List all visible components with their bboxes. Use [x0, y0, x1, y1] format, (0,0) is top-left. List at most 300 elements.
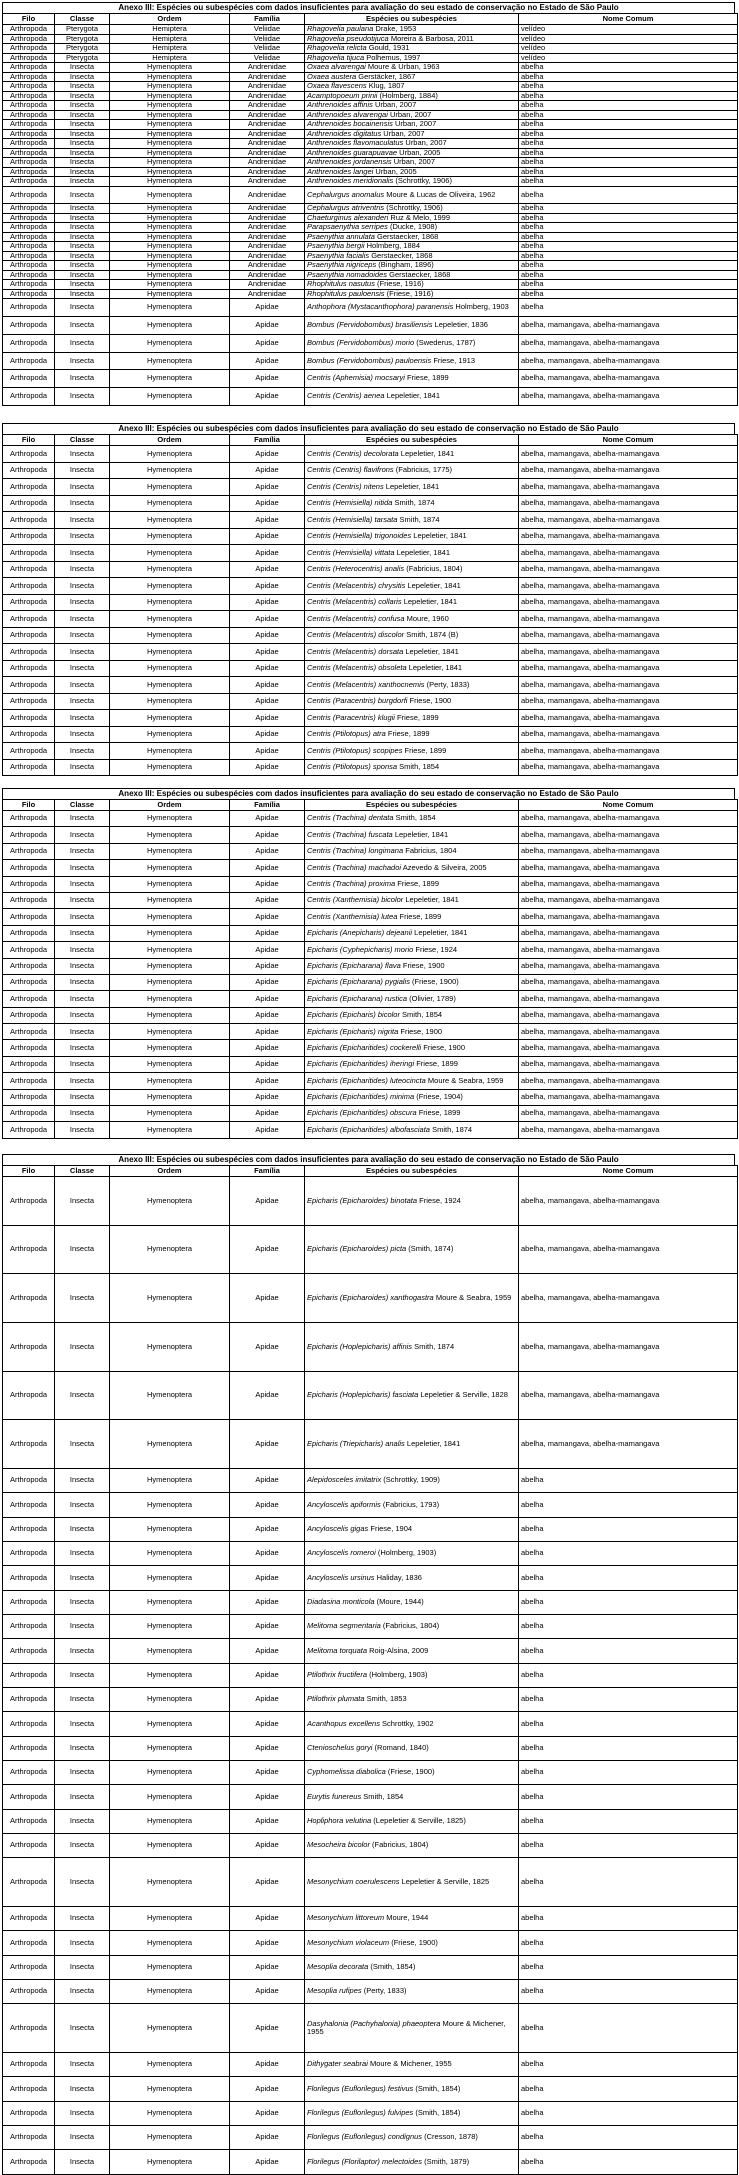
species-cell: Rhagovelia paulana Drake, 1953	[305, 25, 519, 35]
class-cell: Insecta	[55, 1736, 110, 1760]
species-cell: Epicharis (Epicharitides) albofasciata Smith, 1874	[305, 1122, 519, 1138]
phylum-cell: Arthropoda	[3, 223, 55, 233]
common-name-cell: abelha, mamangava, abelha-mamangava	[519, 1040, 738, 1056]
phylum-cell: Arthropoda	[3, 251, 55, 261]
table-row	[3, 495, 738, 512]
common-name-cell: abelha	[519, 270, 738, 280]
common-name-cell: abelha	[519, 158, 738, 168]
table-row	[3, 1274, 738, 1323]
common-name-cell: abelha	[519, 223, 738, 233]
annex-title: Anexo III: Espécies ou subespécies com dados insuficientes para avaliação do seu estado de conservação no Estado de São Paulo	[2, 423, 735, 434]
phylum-cell: Arthropoda	[3, 53, 55, 63]
common-name-cell: abelha, mamangava, abelha-mamangava	[519, 892, 738, 908]
class-cell: Insecta	[55, 1122, 110, 1138]
phylum-cell: Arthropoda	[3, 1122, 55, 1138]
family-cell: Apidae	[230, 1590, 305, 1614]
order-cell: Hymenoptera	[110, 334, 230, 352]
order-cell: Hymenoptera	[110, 1007, 230, 1023]
table-row	[3, 561, 738, 578]
column-header: Filo	[3, 1166, 55, 1177]
family-cell: Apidae	[230, 299, 305, 317]
phylum-cell: Arthropoda	[3, 82, 55, 92]
order-cell: Hymenoptera	[110, 1122, 230, 1138]
family-cell: Apidae	[230, 578, 305, 595]
class-cell: Insecta	[55, 974, 110, 990]
common-name-cell: abelha, mamangava, abelha-mamangava	[519, 611, 738, 628]
species-cell: Ptilothrix fructifera (Holmberg, 1903)	[305, 1663, 519, 1687]
table-row	[3, 2101, 738, 2125]
species-cell: Epicharis (Epicharis) bicolor Smith, 1854	[305, 1007, 519, 1023]
order-cell: Hymenoptera	[110, 2125, 230, 2149]
order-cell: Hymenoptera	[110, 578, 230, 595]
column-header: Ordem	[110, 435, 230, 446]
table-page-1	[0, 2, 739, 406]
common-name-cell: abelha, mamangava, abelha-mamangava	[519, 827, 738, 843]
family-cell: Apidae	[230, 545, 305, 562]
common-name-cell: abelha	[519, 1639, 738, 1663]
species-cell: Centris (Trachina) longimana Fabricius, 1804	[305, 843, 519, 859]
table-row	[3, 1736, 738, 1760]
family-cell: Apidae	[230, 388, 305, 406]
common-name-cell: abelha	[519, 129, 738, 139]
class-cell: Insecta	[55, 1687, 110, 1711]
class-cell: Insecta	[55, 63, 110, 73]
family-cell: Apidae	[230, 2101, 305, 2125]
common-name-cell: abelha	[519, 289, 738, 299]
common-name-cell: abelha, mamangava, abelha-mamangava	[519, 743, 738, 760]
column-header: Espécies ou subespécies	[305, 1166, 519, 1177]
phylum-cell: Arthropoda	[3, 892, 55, 908]
family-cell: Apidae	[230, 693, 305, 710]
class-cell: Insecta	[55, 82, 110, 92]
class-cell: Insecta	[55, 370, 110, 388]
phylum-cell: Arthropoda	[3, 479, 55, 496]
class-cell: Insecta	[55, 843, 110, 859]
family-cell: Apidae	[230, 1687, 305, 1711]
class-cell: Insecta	[55, 158, 110, 168]
species-cell: Centris (Aphemisia) mocsaryi Friese, 1899	[305, 370, 519, 388]
common-name-cell: abelha, mamangava, abelha-mamangava	[519, 627, 738, 644]
family-cell: Andrenidae	[230, 167, 305, 177]
species-cell: Centris (Melacentris) confusa Moure, 1960	[305, 611, 519, 628]
common-name-cell: abelha	[519, 2125, 738, 2149]
species-cell: Epicharis (Epicharoides) binotata Friese, 1924	[305, 1177, 519, 1226]
phylum-cell: Arthropoda	[3, 446, 55, 463]
common-name-cell: abelha	[519, 1833, 738, 1857]
common-name-cell: abelha	[519, 204, 738, 214]
class-cell: Insecta	[55, 91, 110, 101]
column-header: Filo	[3, 14, 55, 25]
phylum-cell: Arthropoda	[3, 1007, 55, 1023]
family-cell: Apidae	[230, 446, 305, 463]
species-cell: Alepidosceles imitatrix (Schrottky, 1909)	[305, 1469, 519, 1493]
phylum-cell: Arthropoda	[3, 204, 55, 214]
phylum-cell: Arthropoda	[3, 909, 55, 925]
species-cell: Acamptopoeum prinii (Holmberg, 1884)	[305, 91, 519, 101]
phylum-cell: Arthropoda	[3, 627, 55, 644]
table-row	[3, 82, 738, 92]
phylum-cell: Arthropoda	[3, 1931, 55, 1955]
table-row	[3, 743, 738, 760]
table-row	[3, 528, 738, 545]
species-cell: Epicharis (Cyphepicharis) morio Friese, 1924	[305, 942, 519, 958]
species-cell: Mesonychium littoreum Moure, 1944	[305, 1906, 519, 1930]
class-cell: Insecta	[55, 1517, 110, 1541]
order-cell: Hemiptera	[110, 34, 230, 44]
table-row	[3, 1566, 738, 1590]
family-cell: Apidae	[230, 644, 305, 661]
phylum-cell: Arthropoda	[3, 1040, 55, 1056]
table-row	[3, 299, 738, 317]
order-cell: Hymenoptera	[110, 1566, 230, 1590]
common-name-cell: abelha	[519, 91, 738, 101]
column-header: Família	[230, 1166, 305, 1177]
order-cell: Hymenoptera	[110, 991, 230, 1007]
common-name-cell: abelha	[519, 2150, 738, 2174]
family-cell: Apidae	[230, 925, 305, 941]
common-name-cell: abelha	[519, 1517, 738, 1541]
family-cell: Apidae	[230, 759, 305, 776]
family-cell: Apidae	[230, 1420, 305, 1469]
phylum-cell: Arthropoda	[3, 1687, 55, 1711]
column-header: Espécies ou subespécies	[305, 435, 519, 446]
common-name-cell: abelha	[519, 2101, 738, 2125]
species-cell: Florilegus (Euflorilegus) condignus (Cresson, 1878)	[305, 2125, 519, 2149]
common-name-cell: abelha, mamangava, abelha-mamangava	[519, 1323, 738, 1372]
species-cell: Florilegus (Florilaptor) melectoides (Smith, 1879)	[305, 2150, 519, 2174]
phylum-cell: Arthropoda	[3, 1420, 55, 1469]
family-cell: Apidae	[230, 827, 305, 843]
table-row	[3, 462, 738, 479]
phylum-cell: Arthropoda	[3, 352, 55, 370]
species-cell: Centris (Melacentris) collaris Lepeletier, 1841	[305, 594, 519, 611]
column-header: Espécies ou subespécies	[305, 800, 519, 811]
species-table	[2, 799, 738, 1139]
species-cell: Psaenythia bergii Holmberg, 1884	[305, 242, 519, 252]
family-cell: Apidae	[230, 1323, 305, 1372]
header-row	[3, 1166, 738, 1177]
phylum-cell: Arthropoda	[3, 34, 55, 44]
phylum-cell: Arthropoda	[3, 811, 55, 827]
order-cell: Hymenoptera	[110, 545, 230, 562]
family-cell: Apidae	[230, 1833, 305, 1857]
order-cell: Hymenoptera	[110, 827, 230, 843]
order-cell: Hymenoptera	[110, 1736, 230, 1760]
common-name-cell: abelha	[519, 1493, 738, 1517]
common-name-cell: velídeo	[519, 53, 738, 63]
family-cell: Apidae	[230, 1024, 305, 1040]
common-name-cell: abelha	[519, 167, 738, 177]
table-row	[3, 843, 738, 859]
class-cell: Insecta	[55, 317, 110, 335]
common-name-cell: abelha	[519, 1858, 738, 1907]
order-cell: Hymenoptera	[110, 352, 230, 370]
class-cell: Insecta	[55, 627, 110, 644]
common-name-cell: abelha	[519, 1712, 738, 1736]
table-row	[3, 909, 738, 925]
class-cell: Insecta	[55, 352, 110, 370]
common-name-cell: abelha	[519, 63, 738, 73]
common-name-cell: abelha, mamangava, abelha-mamangava	[519, 512, 738, 529]
table-row	[3, 158, 738, 168]
column-header: Classe	[55, 14, 110, 25]
table-row	[3, 139, 738, 149]
family-cell: Apidae	[230, 627, 305, 644]
order-cell: Hymenoptera	[110, 1274, 230, 1323]
phylum-cell: Arthropoda	[3, 334, 55, 352]
order-cell: Hymenoptera	[110, 91, 230, 101]
species-cell: Epicharis (Epicharana) pygialis (Friese, 1900)	[305, 974, 519, 990]
family-cell: Apidae	[230, 860, 305, 876]
phylum-cell: Arthropoda	[3, 561, 55, 578]
phylum-cell: Arthropoda	[3, 2004, 55, 2053]
column-header: Família	[230, 14, 305, 25]
table-row	[3, 25, 738, 35]
order-cell: Hemiptera	[110, 53, 230, 63]
phylum-cell: Arthropoda	[3, 1663, 55, 1687]
phylum-cell: Arthropoda	[3, 2052, 55, 2076]
family-cell: Andrenidae	[230, 232, 305, 242]
order-cell: Hymenoptera	[110, 1760, 230, 1784]
species-cell: Anthrenoides guarapuavae Urban, 2005	[305, 148, 519, 158]
class-cell: Insecta	[55, 1007, 110, 1023]
class-cell: Insecta	[55, 1323, 110, 1372]
class-cell: Insecta	[55, 1371, 110, 1420]
class-cell: Insecta	[55, 2101, 110, 2125]
common-name-cell: abelha, mamangava, abelha-mamangava	[519, 1274, 738, 1323]
class-cell: Insecta	[55, 280, 110, 290]
class-cell: Insecta	[55, 1858, 110, 1907]
family-cell: Apidae	[230, 317, 305, 335]
order-cell: Hymenoptera	[110, 1858, 230, 1907]
order-cell: Hymenoptera	[110, 251, 230, 261]
species-cell: Rhagovelia relicta Gould, 1931	[305, 44, 519, 54]
family-cell: Apidae	[230, 479, 305, 496]
class-cell: Insecta	[55, 72, 110, 82]
class-cell: Insecta	[55, 860, 110, 876]
common-name-cell: abelha	[519, 251, 738, 261]
table-row	[3, 958, 738, 974]
table-row	[3, 1493, 738, 1517]
species-cell: Centris (Trachina) machadoi Azevedo & Silveira, 2005	[305, 860, 519, 876]
table-row	[3, 1517, 738, 1541]
species-cell: Centris (Heterocentris) analis (Fabricius, 1804)	[305, 561, 519, 578]
species-cell: Anthrenoides bocainensis Urban, 2007	[305, 120, 519, 130]
table-row	[3, 594, 738, 611]
class-cell: Insecta	[55, 1566, 110, 1590]
family-cell: Apidae	[230, 334, 305, 352]
common-name-cell: abelha, mamangava, abelha-mamangava	[519, 660, 738, 677]
table-row	[3, 317, 738, 335]
phylum-cell: Arthropoda	[3, 1760, 55, 1784]
column-header: Nome Comum	[519, 14, 738, 25]
class-cell: Insecta	[55, 1493, 110, 1517]
class-cell: Insecta	[55, 726, 110, 743]
class-cell: Insecta	[55, 528, 110, 545]
common-name-cell: abelha, mamangava, abelha-mamangava	[519, 1371, 738, 1420]
table-row	[3, 1420, 738, 1469]
species-cell: Acanthopus excellens Schrottky, 1902	[305, 1712, 519, 1736]
phylum-cell: Arthropoda	[3, 677, 55, 694]
order-cell: Hymenoptera	[110, 1106, 230, 1122]
order-cell: Hymenoptera	[110, 2052, 230, 2076]
class-cell: Insecta	[55, 677, 110, 694]
common-name-cell: abelha, mamangava, abelha-mamangava	[519, 545, 738, 562]
common-name-cell: abelha	[519, 120, 738, 130]
phylum-cell: Arthropoda	[3, 660, 55, 677]
table-row	[3, 1615, 738, 1639]
class-cell: Insecta	[55, 1089, 110, 1105]
order-cell: Hymenoptera	[110, 1323, 230, 1372]
common-name-cell: velídeo	[519, 34, 738, 44]
species-cell: Hopliphora velutina (Lepeletier & Serville, 1825)	[305, 1809, 519, 1833]
phylum-cell: Arthropoda	[3, 1089, 55, 1105]
order-cell: Hymenoptera	[110, 1056, 230, 1072]
table-row	[3, 72, 738, 82]
order-cell: Hymenoptera	[110, 876, 230, 892]
family-cell: Apidae	[230, 726, 305, 743]
phylum-cell: Arthropoda	[3, 177, 55, 187]
table-row	[3, 120, 738, 130]
common-name-cell: abelha, mamangava, abelha-mamangava	[519, 1056, 738, 1072]
species-cell: Centris (Paracentris) burgdorfi Friese, 1900	[305, 693, 519, 710]
family-cell: Veliidae	[230, 53, 305, 63]
table-row	[3, 811, 738, 827]
table-row	[3, 1663, 738, 1687]
common-name-cell: abelha	[519, 261, 738, 271]
order-cell: Hymenoptera	[110, 388, 230, 406]
phylum-cell: Arthropoda	[3, 693, 55, 710]
table-row	[3, 2077, 738, 2101]
table-row	[3, 677, 738, 694]
species-cell: Mesonychium coerulescens Lepeletier & Serville, 1825	[305, 1858, 519, 1907]
order-cell: Hymenoptera	[110, 120, 230, 130]
class-cell: Insecta	[55, 811, 110, 827]
family-cell: Apidae	[230, 1566, 305, 1590]
class-cell: Insecta	[55, 644, 110, 661]
family-cell: Andrenidae	[230, 158, 305, 168]
phylum-cell: Arthropoda	[3, 299, 55, 317]
table-row	[3, 388, 738, 406]
phylum-cell: Arthropoda	[3, 974, 55, 990]
common-name-cell: abelha, mamangava, abelha-mamangava	[519, 528, 738, 545]
species-cell: Florilegus (Euflorilegus) fulvipes (Smith, 1854)	[305, 2101, 519, 2125]
phylum-cell: Arthropoda	[3, 1809, 55, 1833]
class-cell: Insecta	[55, 2077, 110, 2101]
common-name-cell: abelha	[519, 1760, 738, 1784]
phylum-cell: Arthropoda	[3, 1323, 55, 1372]
phylum-cell: Arthropoda	[3, 644, 55, 661]
species-cell: Epicharis (Epicharoides) picta (Smith, 1874)	[305, 1225, 519, 1274]
family-cell: Apidae	[230, 512, 305, 529]
phylum-cell: Arthropoda	[3, 1615, 55, 1639]
order-cell: Hymenoptera	[110, 2077, 230, 2101]
common-name-cell: abelha	[519, 110, 738, 120]
phylum-cell: Arthropoda	[3, 280, 55, 290]
family-cell: Apidae	[230, 1469, 305, 1493]
order-cell: Hymenoptera	[110, 1931, 230, 1955]
phylum-cell: Arthropoda	[3, 942, 55, 958]
species-cell: Chaeturginus alexanderi Ruz & Melo, 1999	[305, 213, 519, 223]
order-cell: Hymenoptera	[110, 909, 230, 925]
table-row	[3, 545, 738, 562]
table-row	[3, 1056, 738, 1072]
family-cell: Apidae	[230, 352, 305, 370]
common-name-cell: abelha	[519, 1663, 738, 1687]
order-cell: Hymenoptera	[110, 110, 230, 120]
table-row	[3, 710, 738, 727]
class-cell: Insecta	[55, 827, 110, 843]
order-cell: Hymenoptera	[110, 1687, 230, 1711]
family-cell: Apidae	[230, 1663, 305, 1687]
family-cell: Apidae	[230, 1785, 305, 1809]
order-cell: Hymenoptera	[110, 1615, 230, 1639]
table-row	[3, 1979, 738, 2003]
table-row	[3, 611, 738, 628]
common-name-cell: abelha, mamangava, abelha-mamangava	[519, 693, 738, 710]
phylum-cell: Arthropoda	[3, 1493, 55, 1517]
species-cell: Centris (Xanthemisia) bicolor Lepeletier, 1841	[305, 892, 519, 908]
column-header: Filo	[3, 435, 55, 446]
family-cell: Apidae	[230, 1809, 305, 1833]
species-cell: Ancyloscelis romeroi (Holmberg, 1903)	[305, 1542, 519, 1566]
class-cell: Insecta	[55, 1469, 110, 1493]
table-row	[3, 925, 738, 941]
table-row	[3, 660, 738, 677]
family-cell: Andrenidae	[230, 91, 305, 101]
table-row	[3, 63, 738, 73]
order-cell: Hymenoptera	[110, 186, 230, 204]
class-cell: Insecta	[55, 545, 110, 562]
class-cell: Insecta	[55, 2125, 110, 2149]
family-cell: Apidae	[230, 1106, 305, 1122]
phylum-cell: Arthropoda	[3, 1590, 55, 1614]
species-cell: Diadasina monticola (Moure, 1944)	[305, 1590, 519, 1614]
table-row	[3, 1225, 738, 1274]
table-row	[3, 876, 738, 892]
table-row	[3, 991, 738, 1007]
common-name-cell: abelha, mamangava, abelha-mamangava	[519, 958, 738, 974]
family-cell: Apidae	[230, 1371, 305, 1420]
table-row	[3, 204, 738, 214]
phylum-cell: Arthropoda	[3, 44, 55, 54]
class-cell: Pterygota	[55, 25, 110, 35]
order-cell: Hymenoptera	[110, 63, 230, 73]
common-name-cell: abelha, mamangava, abelha-mamangava	[519, 909, 738, 925]
species-cell: Rhagovelia tijuca Polhemus, 1997	[305, 53, 519, 63]
species-cell: Centris (Melacentris) discolor Smith, 1874 (B)	[305, 627, 519, 644]
class-cell: Insecta	[55, 204, 110, 214]
phylum-cell: Arthropoda	[3, 2101, 55, 2125]
common-name-cell: abelha, mamangava, abelha-mamangava	[519, 1089, 738, 1105]
family-cell: Andrenidae	[230, 148, 305, 158]
order-cell: Hymenoptera	[110, 242, 230, 252]
species-cell: Ancyloscelis gigas Friese, 1904	[305, 1517, 519, 1541]
order-cell: Hymenoptera	[110, 261, 230, 271]
class-cell: Insecta	[55, 139, 110, 149]
table-row	[3, 1833, 738, 1857]
class-cell: Insecta	[55, 594, 110, 611]
phylum-cell: Arthropoda	[3, 2150, 55, 2174]
phylum-cell: Arthropoda	[3, 101, 55, 111]
species-cell: Centris (Xanthemisia) lutea Friese, 1899	[305, 909, 519, 925]
phylum-cell: Arthropoda	[3, 2125, 55, 2149]
species-cell: Anthrenoides flavomaculatus Urban, 2007	[305, 139, 519, 149]
table-row	[3, 44, 738, 54]
phylum-cell: Arthropoda	[3, 1056, 55, 1072]
order-cell: Hymenoptera	[110, 710, 230, 727]
table-row	[3, 759, 738, 776]
